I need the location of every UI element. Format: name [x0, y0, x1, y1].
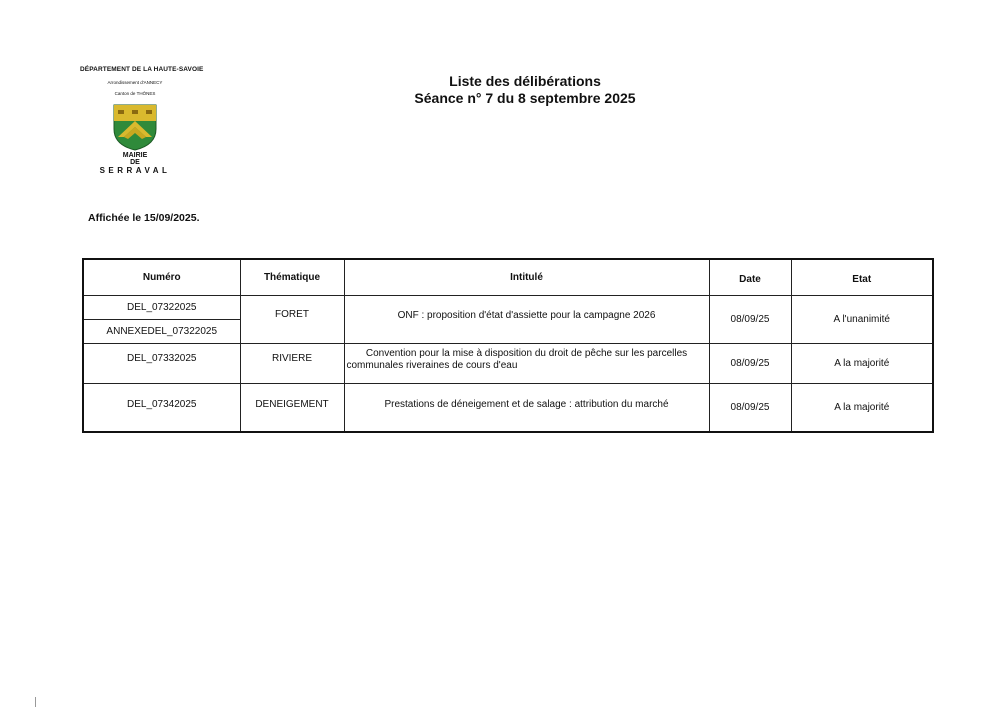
- col-header-etat: Etat: [791, 259, 933, 296]
- deliberations-table: [82, 258, 934, 433]
- mairie-label: MAIRIE: [122, 152, 148, 159]
- de-label: DE: [130, 159, 140, 166]
- table-header-row: [83, 259, 933, 296]
- cell-numero: DEL_07332025: [83, 344, 240, 384]
- commune-name: SERRAVAL: [99, 166, 171, 175]
- cell-intitule: ONF : proposition d'état d'assiette pour la campagne 2026: [344, 296, 709, 344]
- title-line-2: Séance n° 7 du 8 septembre 2025: [414, 90, 636, 106]
- municipality-header: [80, 66, 204, 175]
- cell-intitule: Convention pour la mise à disposition du droit de pêche sur les parcelles communales riveraines de cours d'eau: [344, 344, 709, 384]
- cell-numero: DEL_07322025: [83, 296, 240, 320]
- col-header-thematique: Thématique: [240, 259, 344, 296]
- posted-date: Affichée le 15/09/2025.: [88, 212, 200, 224]
- document-title: [390, 73, 660, 107]
- table-row: [83, 384, 933, 432]
- cell-annexe: ANNEXEDEL_07322025: [83, 320, 240, 344]
- table-row: [83, 296, 933, 320]
- cell-etat: A la majorité: [791, 384, 933, 432]
- title-line-1: Liste des délibérations: [449, 73, 601, 89]
- cell-intitule: Prestations de déneigement et de salage : attribution du marché: [344, 384, 709, 432]
- cell-thematique: FORET: [240, 296, 344, 344]
- arrondissement: Arrondissement d'ANNECY: [107, 80, 163, 85]
- cell-etat: A l'unanimité: [791, 296, 933, 344]
- canton: Canton de THÔNES: [114, 91, 156, 96]
- cell-date: 08/09/25: [709, 344, 791, 384]
- cell-thematique: DENEIGEMENT: [240, 384, 344, 432]
- cell-date: 08/09/25: [709, 296, 791, 344]
- col-header-date: Date: [709, 259, 791, 296]
- cell-numero: DEL_07342025: [83, 384, 240, 432]
- coat-of-arms-icon: [112, 103, 158, 151]
- table-row: [83, 344, 933, 384]
- cell-date: 08/09/25: [709, 384, 791, 432]
- department-name: DÉPARTEMENT DE LA HAUTE-SAVOIE: [80, 66, 204, 73]
- cell-etat: A la majorité: [791, 344, 933, 384]
- col-header-intitule: Intitulé: [344, 259, 709, 296]
- col-header-numero: Numéro: [83, 259, 240, 296]
- scan-edge-mark: [35, 697, 36, 707]
- cell-thematique: RIVIERE: [240, 344, 344, 384]
